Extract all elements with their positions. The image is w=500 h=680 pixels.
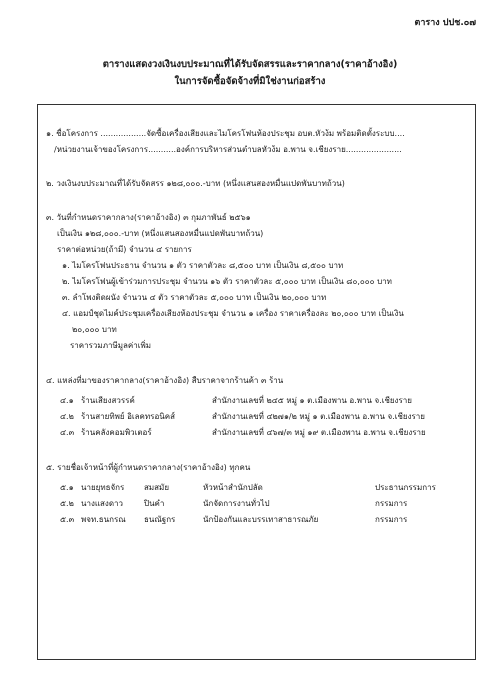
member-name: นางแสงดาว — [81, 499, 123, 508]
shop-address: สำนักงานเลขที่ ๔๒๗๑/๒ หมู่ ๑ ต.เมืองพาน อ.พาน จ.เชียงราย — [212, 412, 425, 421]
item-1: ๑. ไมโครโฟนประธาน จำนวน ๑ ตัว ราคาตัวละ ๘,๕๐๐ บาท เป็นเงิน ๘,๕๐๐ บาท — [62, 261, 344, 270]
unit-price-count: ราคาต่อหน่วย(ถ้ามี) จำนวน ๔ รายการ — [57, 245, 192, 254]
document-title-line2: ในการจัดซื้อจัดจ้างที่มิใช่งานก่อสร้าง — [174, 76, 326, 87]
item-4: ๔. แอมป์ชุดไมค์ประชุมเครื่องเสียงห้องประชุม จำนวน ๑ เครื่อง ราคาเครื่องละ ๒๐,๐๐๐ บาท เป็นเงิน — [62, 309, 404, 318]
shop-name: ร้านเสียงสวรรค์ — [81, 396, 135, 405]
project-name-line: ๑. ชื่อโครงการ ..................จัดซื้อเครื่องเสียงและไมโครโฟนห้องประชุม อบต.หัวง้ม พร้อมติดตั้งระบบ.... — [46, 129, 405, 138]
document-title-line1: ตารางแสดงวงเงินงบประมาณที่ได้รับจัดสรรและราคากลาง(ราคาอ้างอิง) — [102, 59, 398, 70]
price-source-heading: ๔. แหล่งที่มาของราคากลาง(ราคาอ้างอิง) สืบราคาจากร้านค้า ๓ ร้าน — [46, 376, 284, 385]
row-number: ๕.๒ — [60, 499, 74, 508]
member-role: ประธานกรรมการ — [375, 483, 436, 492]
member-position: หัวหน้าสำนักปลัด — [203, 483, 263, 492]
shop-address: สำนักงานเลขที่ ๔๖๗/๓ หมู่ ๑๙ ต.เมืองพาน อ.พาน จ.เชียงราย — [212, 428, 426, 437]
item-3: ๓. ลำโพงติดผนัง จำนวน ๔ ตัว ราคาตัวละ ๕,๐๐๐ บาท เป็นเงิน ๒๐,๐๐๐ บาท — [62, 293, 327, 302]
member-name: พจท.ธนกรณ — [81, 515, 126, 524]
reference-price-amount: เป็นเงิน ๑๒๘,๐๐๐.-บาท (หนึ่งแสนสองหมื่นแปดพันบาทถ้วน) — [57, 229, 264, 238]
member-name: นายยุทธจักร — [81, 483, 125, 492]
row-number: ๔.๒ — [60, 412, 74, 421]
shop-name: ร้านคลังคอมพิวเตอร์ — [81, 428, 152, 437]
member-role: กรรมการ — [375, 515, 408, 524]
committee-heading: ๕. รายชื่อเจ้าหน้าที่ผู้กำหนดราคากลาง(ราคาอ้างอิง) ทุกคน — [46, 463, 251, 472]
shop-address: สำนักงานเลขที่ ๒๔๕ หมู่ ๑ ต.เมืองพาน อ.พาน จ.เชียงราย — [212, 396, 412, 405]
member-surname: ธนณัฐกร — [144, 515, 176, 524]
row-number: ๕.๑ — [60, 483, 74, 492]
vat-note: ราคารวมภาษีมูลค่าเพิ่ม — [70, 341, 152, 350]
form-code: ตาราง ปปช.๐๗ — [414, 18, 476, 28]
budget-line: ๒. วงเงินงบประมาณที่ได้รับจัดสรร ๑๒๘,๐๐๐.-บาท (หนึ่งแสนสองหมื่นแปดพันบาทถ้วน) — [46, 179, 345, 188]
item-2: ๒. ไมโครโฟนผู้เข้าร่วมการประชุม จำนวน ๑๖ ตัว ราคาตัวละ ๕,๐๐๐ บาท เป็นเงิน ๘๐,๐๐๐ บาท — [62, 277, 392, 286]
row-number: ๔.๑ — [60, 396, 74, 405]
row-number: ๕.๓ — [60, 515, 75, 524]
row-number: ๔.๓ — [60, 428, 75, 437]
member-position: นักป้องกันและบรรเทาสาธารณภัย — [203, 515, 319, 524]
member-position: นักจัดการงานทั่วไป — [203, 499, 270, 508]
member-surname: สมสมัย — [144, 483, 169, 492]
item-4-amount: ๒๐,๐๐๐ บาท — [72, 325, 117, 334]
project-owner-line: /หน่วยงานเจ้าของโครงการ...........องค์การบริหารส่วนตำบลหัวง้ม อ.พาน จ.เชียงราย...................... — [54, 145, 402, 154]
reference-price-date: ๓. วันที่กำหนดราคากลาง(ราคาอ้างอิง) ๓ กุมภาพันธ์ ๒๕๖๑ — [46, 213, 251, 222]
member-role: กรรมการ — [375, 499, 408, 508]
member-surname: ปินคำ — [144, 499, 165, 508]
shop-name: ร้านสายทิพย์ อิเลคทรอนิคส์ — [81, 412, 175, 421]
